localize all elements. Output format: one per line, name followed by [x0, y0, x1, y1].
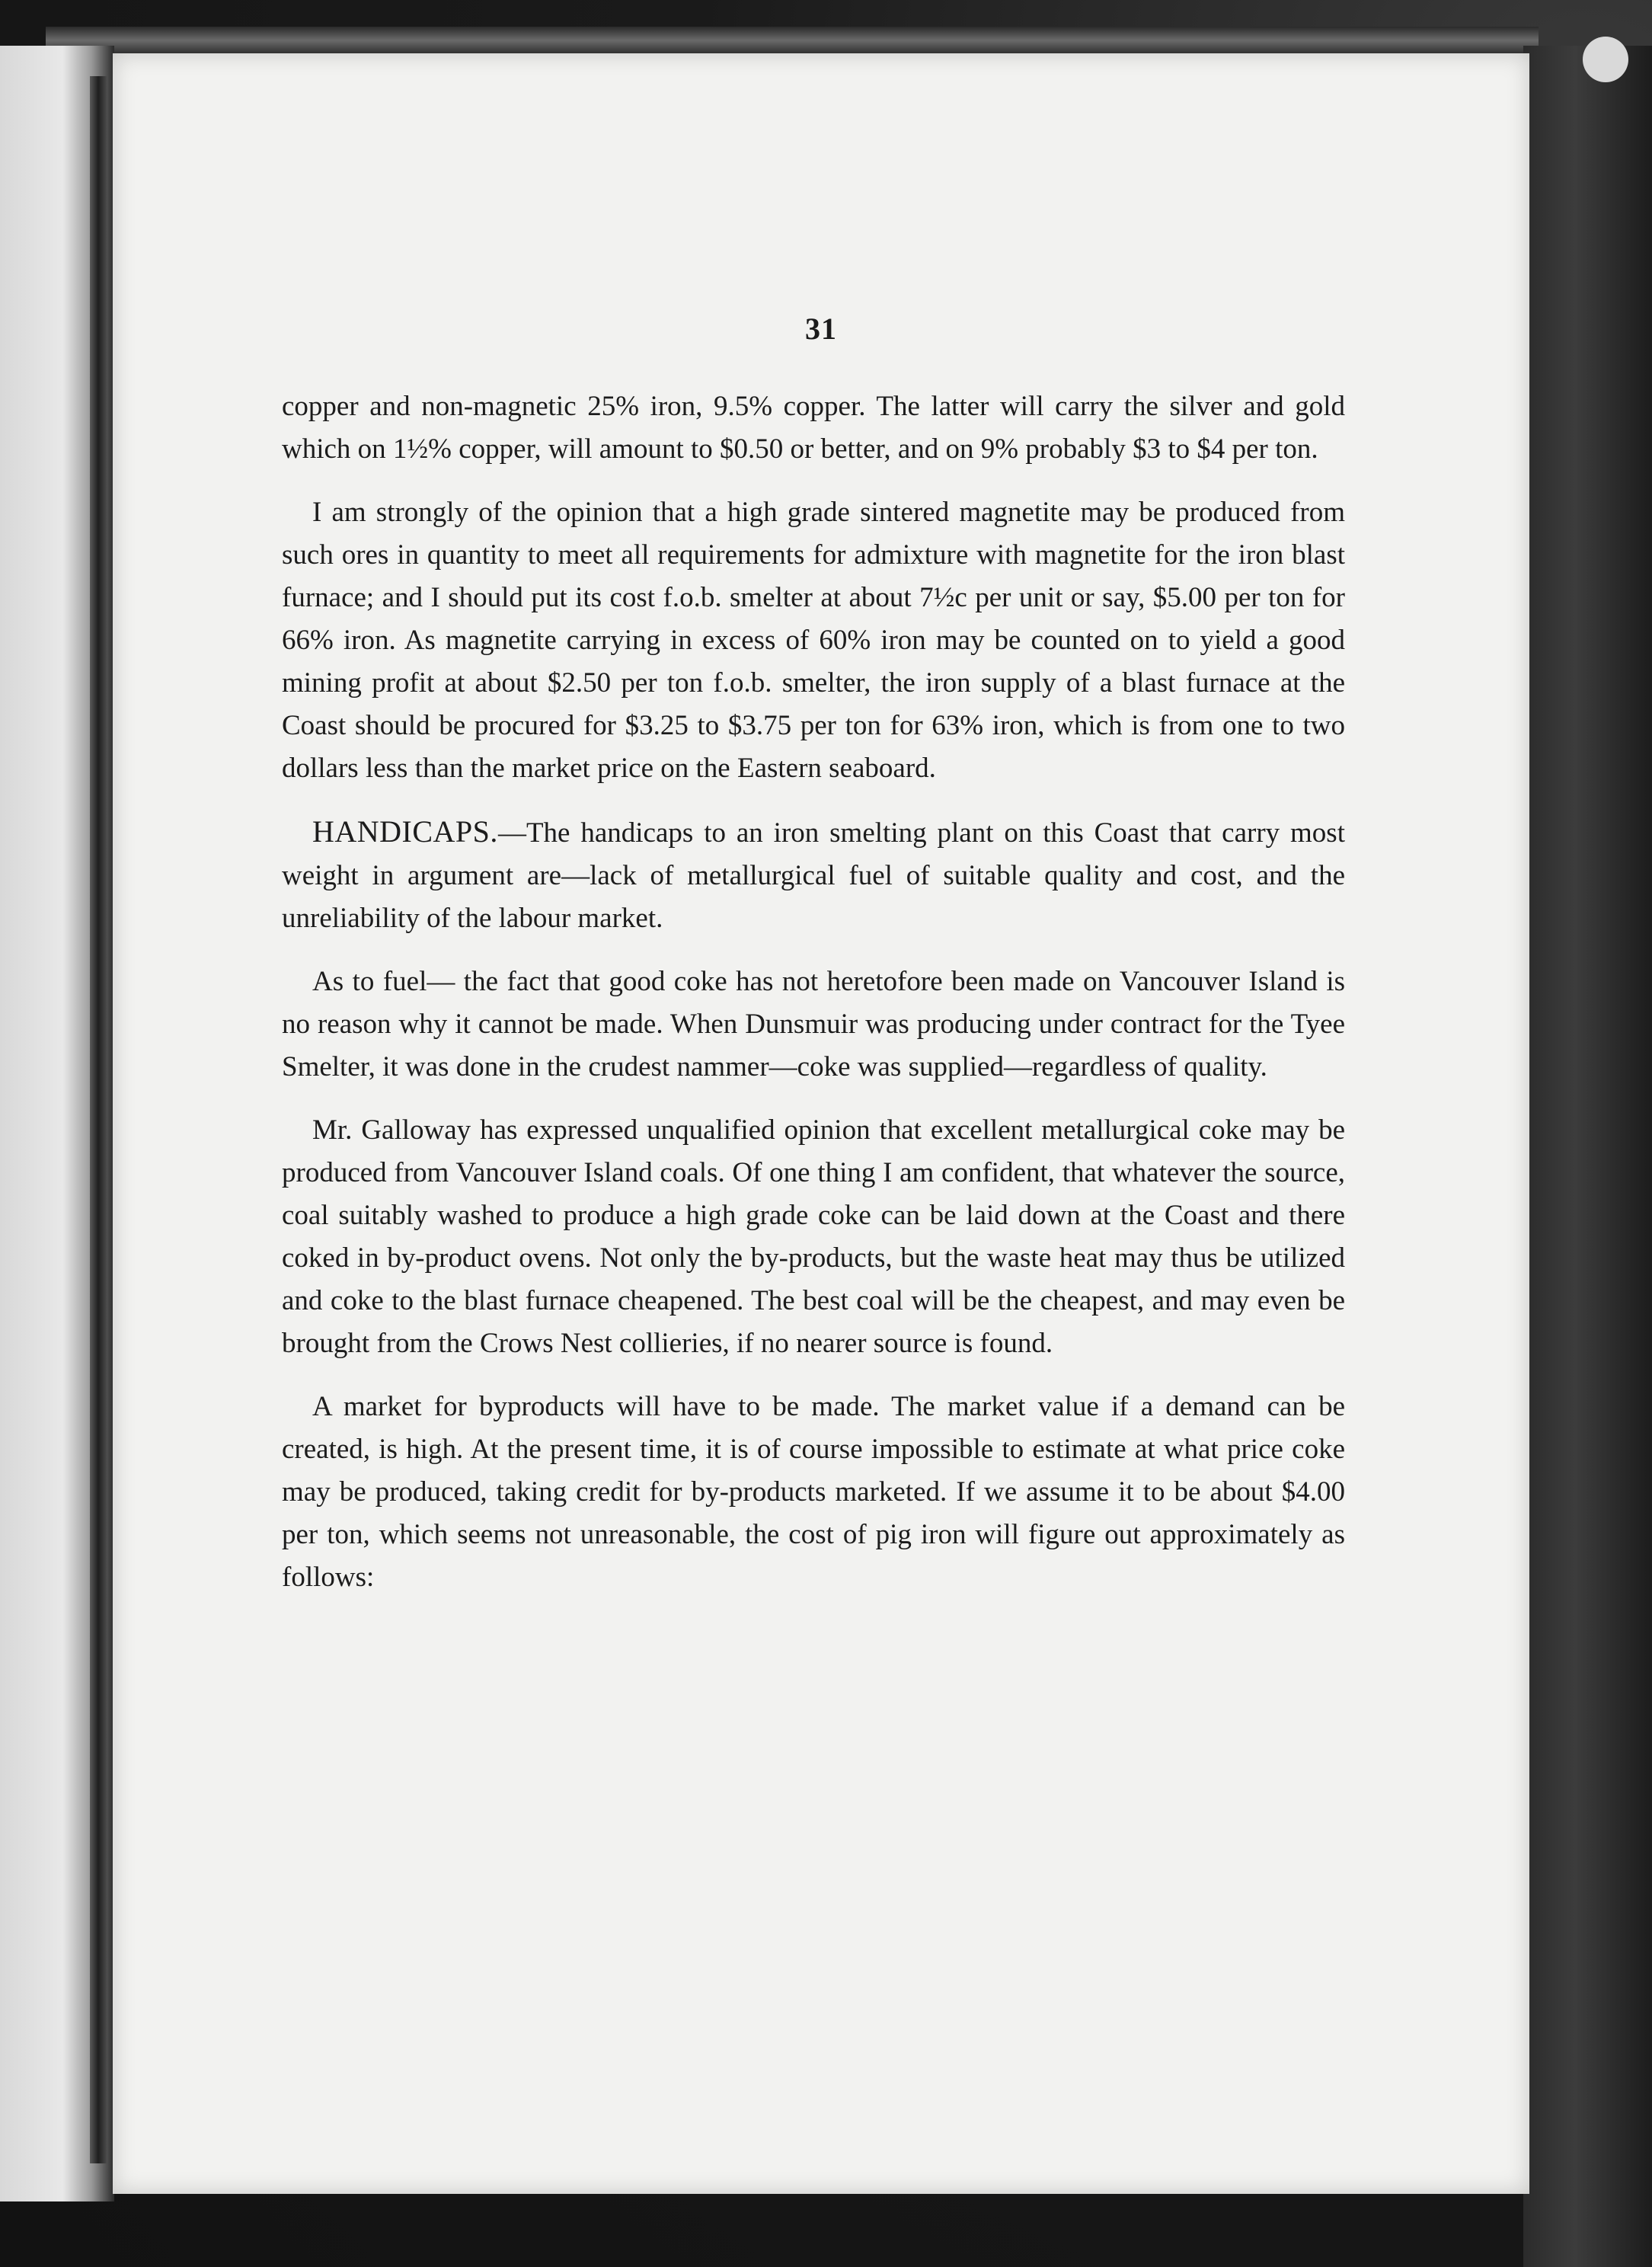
section-heading-handicaps: HANDICAPS.	[312, 814, 498, 849]
paragraph-continuation: copper and non-magnetic 25% iron, 9.5% copper. The latter will carry the silver and gold which on 1½% copper, will amount to $0.50 or better, and on 9% probably $3 to $4 per ton.	[282, 391, 1345, 465]
page-body	[282, 385, 1345, 1599]
book-top-edge	[46, 27, 1539, 54]
corner-stamp-mark	[1583, 37, 1628, 82]
page-number: 31	[805, 312, 837, 346]
right-margin-shadow	[1523, 46, 1652, 2267]
paragraph-galloway: Mr. Galloway has expressed unqualified opinion that excellent metallurgical coke may be produced from Vancouver Island coals. Of one thing I am confident, that whatever the source, coal suitably washed to produce a high grade coke can be laid down at the Coast and there coked in by-product ovens. Not only the by-products, but the waste heat may thus be utilized and coke to the blast furnace cheapened. The best coal will be the cheapest, and may even be brought from the Crows Nest collieries, if no nearer source is found.	[282, 1114, 1345, 1359]
paragraph-fuel: As to fuel— the fact that good coke has not heretofore been made on Vancouver Island is no reason why it cannot be made. When Dunsmuir was producing under contract for the Tyee Smelter, it was done in the crudest nammer—coke was supplied—regardless of quality.	[282, 966, 1345, 1082]
binding-gutter	[90, 76, 107, 2163]
paragraph-magnetite: I am strongly of the opinion that a high grade sintered magnetite may be produced from such ores in quantity to meet all requirements for admixture with magnetite for the iron blast furnace; and I should put its cost f.o.b. smelter at about 7½c per unit or say, $5.00 per ton for 66% iron. As magnetite carrying in excess of 60% iron may be counted on to yield a good mining profit at about $2.50 per ton f.o.b. smelter, the iron supply of a blast furnace at the Coast should be procured for $3.25 to $3.75 per ton for 63% iron, which is from one to two dollars less than the market price on the Eastern seaboard.	[282, 497, 1345, 784]
paragraph-byproducts: A market for byproducts will have to be made. The market value if a demand can be created, is high. At the present time, it is of course impossible to estimate at what price coke may be produced, taking credit for by-products marketed. If we assume it to be about $4.00 per ton, which seems not unreasonable, the cost of pig iron will figure out approximately as follows:	[282, 1391, 1345, 1593]
document-page	[113, 53, 1529, 2194]
paragraph-handicaps	[282, 811, 1345, 940]
paragraph-handicaps-text: —The handicaps to an iron smelting plant on this Coast that carry most weight in argument are—lack of metallurgical fuel of suitable quality and cost, and the unreliability of the labour market.	[282, 817, 1345, 934]
